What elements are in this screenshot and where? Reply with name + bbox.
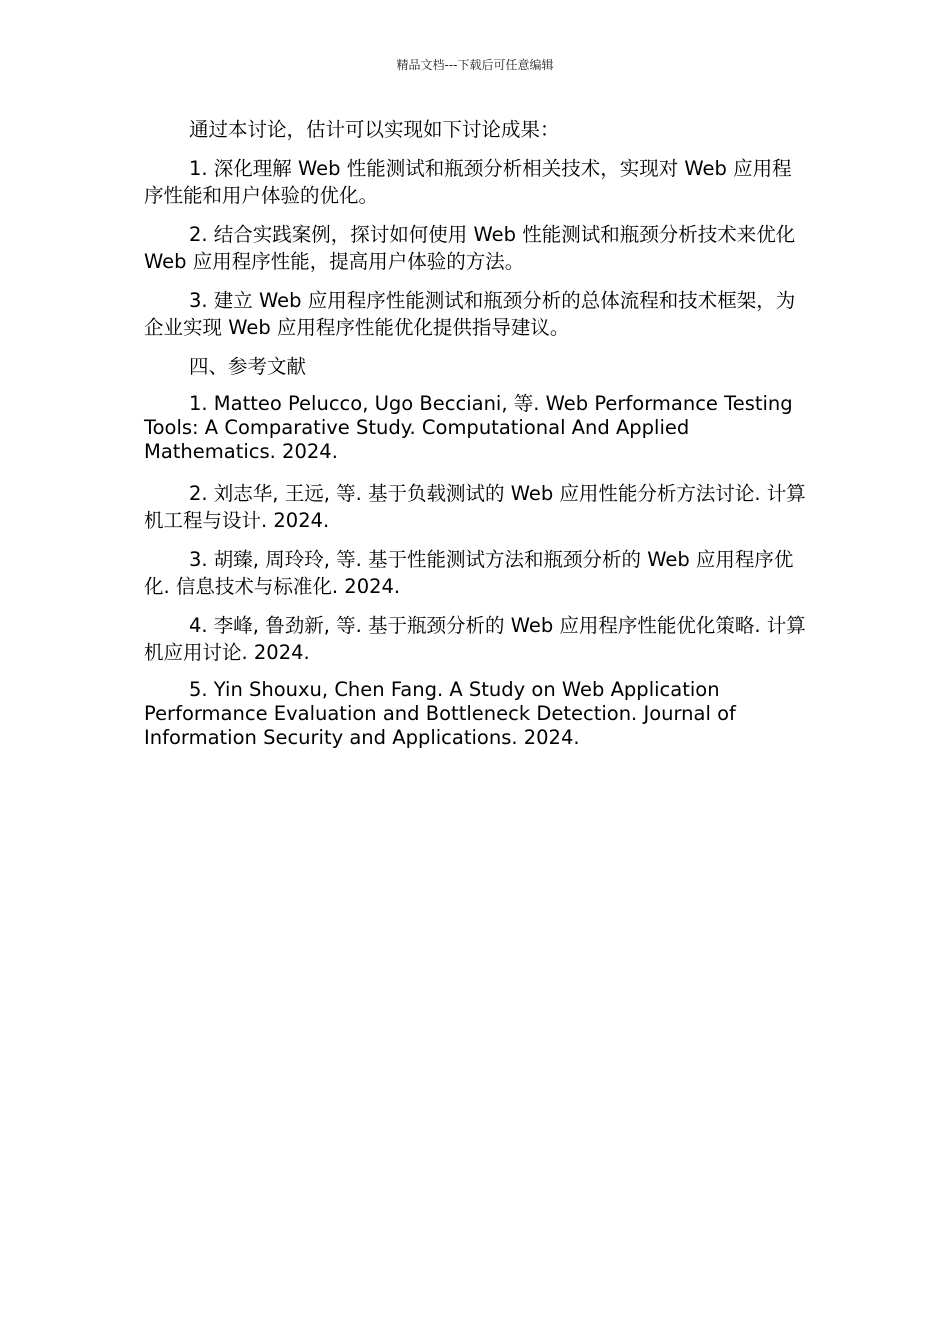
reference-item: 3. 胡臻, 周玲玲, 等. 基于性能测试方法和瓶颈分析的 Web 应用程序优化. 信息技术与标准化. 2024. <box>144 548 794 598</box>
outcome-item: 3. 建立 Web 应用程序性能测试和瓶颈分析的总体流程和技术框架，为企业实现 Web 应用程序性能优化提供指导建议。 <box>144 289 796 339</box>
reference-item: 5. Yin Shouxu, Chen Fang. A Study on Web Application Performance Evaluation and Bottleneck Detection. Journal of Information Security and Applications. 2024. <box>144 678 736 749</box>
page-header: 精品文档---下载后可任意编辑 <box>396 58 554 72</box>
reference-item: 4. 李峰, 鲁劲新, 等. 基于瓶颈分析的 Web 应用程序性能优化策略. 计算机应用讨论. 2024. <box>144 614 806 664</box>
references-heading: 四、参考文献 <box>189 355 307 378</box>
document-body <box>144 116 808 766</box>
outcome-item: 1. 深化理解 Web 性能测试和瓶颈分析相关技术，实现对 Web 应用程序性能和用户体验的优化。 <box>144 157 792 207</box>
reference-item: 2. 刘志华, 王远, 等. 基于负载测试的 Web 应用性能分析方法讨论. 计算机工程与设计. 2024. <box>144 482 806 532</box>
intro-paragraph: 通过本讨论，估计可以实现如下讨论成果： <box>189 118 560 141</box>
outcome-item: 2. 结合实践案例，探讨如何使用 Web 性能测试和瓶颈分析技术来优化 Web 应用程序性能，提高用户体验的方法。 <box>144 223 796 273</box>
reference-item: 1. Matteo Pelucco, Ugo Becciani, 等. Web Performance Testing Tools: A Comparative Study. Computational And Applied Mathematics. 2024. <box>144 392 793 463</box>
